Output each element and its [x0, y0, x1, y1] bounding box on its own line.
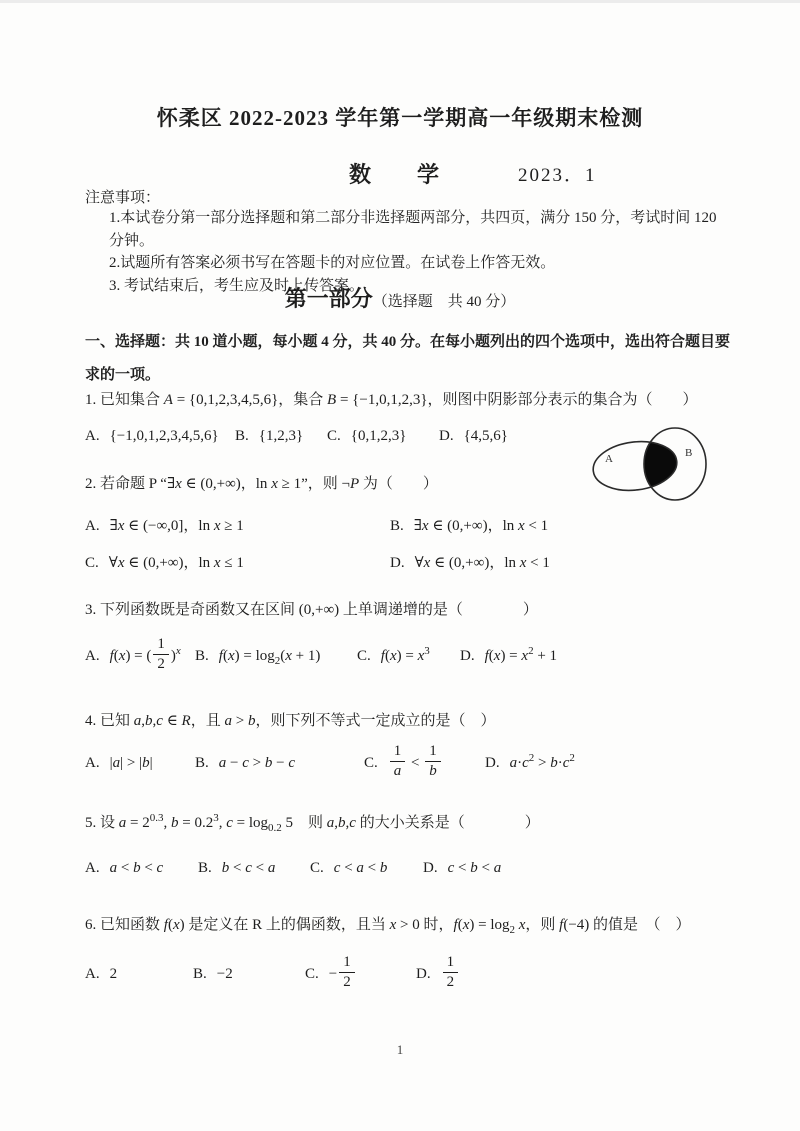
question-3-options — [85, 638, 733, 676]
option-label: A. — [85, 966, 100, 983]
question-2-option-d — [390, 551, 733, 572]
option-text: {−1,0,1,2,3,4,5,6} — [109, 428, 219, 444]
part1-heading — [0, 282, 800, 313]
option-label: A. — [85, 648, 100, 665]
option-text: ∃x ∈ (0,+∞)，ln x < 1 — [413, 518, 549, 534]
option-label: B. — [195, 755, 209, 772]
question-1-stem: 1. 已知集合 A = {0,1,2,3,4,5,6}，集合 B = {−1,0,1,2,3}，则图中阴影部分表示的集合为（ ） — [85, 392, 698, 408]
question-5-option-c — [310, 860, 423, 877]
option-label: A. — [85, 755, 100, 772]
question-3 — [85, 598, 733, 676]
question-4 — [85, 709, 733, 783]
notes-label: 注意事项： — [85, 190, 161, 206]
question-2-option-c — [85, 551, 390, 572]
question-5-option-b — [198, 860, 310, 877]
option-text: ∃x ∈ (−∞,0]，ln x ≥ 1 — [109, 518, 244, 534]
option-text: c < b < a — [447, 860, 502, 876]
option-label: B. — [235, 428, 249, 444]
option-label: D. — [460, 648, 475, 665]
option-text: $f(x) = x^2 + 1$ — [484, 645, 558, 665]
option-label: C. — [357, 648, 371, 665]
question-6-stem: 6. 已知函数 f(x) 是定义在 R 上的偶函数，且当 x > 0 时，$f(x) = \log_2 x$，则 f(−4) 的值是 （ ） — [85, 917, 691, 936]
note-item-2: 2.试题所有答案必须书写在答题卡的对应位置。在试卷上作答无效。 — [109, 255, 556, 271]
option-text: $a\cdot c^2 > b\cdot c^2$ — [509, 752, 575, 772]
question-3-option-b — [195, 648, 357, 667]
option-text: ∀x ∈ (0,+∞)，ln x ≤ 1 — [108, 555, 244, 571]
question-2-options — [85, 514, 733, 572]
option-text: f(x) = ( $\frac{1}{2}$ )$^x$ — [109, 636, 181, 673]
question-4-options — [85, 745, 733, 783]
option-text: |a| > |b| — [109, 755, 153, 772]
option-label: C. — [85, 555, 99, 571]
option-label: D. — [390, 555, 405, 571]
option-label: D. — [439, 428, 454, 444]
question-2-stem: 2. 若命题 P “∃x ∈ (0,+∞)，ln x ≥ 1”，则 ¬P 为（ ） — [85, 476, 438, 492]
question-3-stem: 3. 下列函数既是奇函数又在区间 (0,+∞) 上单调递增的是（ ） — [85, 602, 538, 618]
question-6-options — [85, 956, 733, 994]
option-text: {4,5,6} — [463, 428, 508, 444]
note-item-3: 3. 考试结束后，考生应及时上传答案。 — [109, 277, 365, 294]
question-1-option-c — [327, 428, 439, 445]
scan-edge — [0, 0, 800, 3]
option-text: $\frac{1}{2}$ — [441, 966, 461, 982]
question-6-option-b — [193, 966, 305, 983]
page-title: 怀柔区 2022-2023 学年第一学期高一年级期末检测 — [156, 106, 644, 130]
option-label: A. — [85, 518, 100, 534]
question-2-option-b — [390, 514, 733, 535]
part1-subtitle: （选择题 共 40 分） — [372, 294, 516, 310]
question-6-option-d — [416, 956, 733, 994]
option-label: A. — [85, 860, 100, 876]
option-label: C. — [305, 966, 319, 983]
option-label: D. — [416, 966, 431, 983]
question-4-option-b — [195, 755, 364, 772]
question-6-option-a — [85, 966, 193, 983]
question-4-stem: 4. 已知 a,b,c ∈ R，且 a > b，则下列不等式一定成立的是（ ） — [85, 713, 496, 729]
question-5-option-d — [423, 860, 733, 877]
option-text: c < a < b — [333, 860, 388, 876]
option-text: a − c > b − c — [218, 755, 296, 772]
option-text: −2 — [216, 966, 233, 983]
exam-date: 2023．1 — [518, 165, 597, 186]
question-6-option-c — [305, 956, 416, 994]
part1-title: 第一部分 — [284, 286, 373, 311]
option-text: $f(x) = x^3$ — [380, 645, 430, 665]
option-text: − $\frac{1}{2}$ — [329, 966, 357, 982]
option-label: B. — [193, 966, 207, 983]
notes-section — [85, 186, 735, 297]
option-label: B. — [390, 518, 404, 534]
question-5 — [85, 806, 733, 877]
option-text: {0,1,2,3} — [350, 428, 407, 444]
question-3-option-a — [85, 638, 195, 676]
option-text: b < c < a — [221, 860, 276, 876]
question-3-option-c — [357, 645, 460, 665]
subject-title: 数 学 — [348, 162, 451, 187]
option-text: 2 — [109, 966, 118, 983]
option-text: $\frac{1}{a}$ < $\frac{1}{b}$ — [388, 755, 443, 771]
option-label: C. — [327, 428, 341, 444]
option-text: ∀x ∈ (0,+∞)，ln x < 1 — [414, 555, 550, 571]
subject-line — [0, 158, 800, 188]
question-3-option-d — [460, 645, 733, 665]
question-4-option-a — [85, 755, 195, 772]
option-text: $f(x) = \log_2(x + 1)$ — [218, 648, 321, 668]
section1-intro: 一、选择题：共 10 道小题，每小题 4 分，共 40 分。在每小题列出的四个选项中，选出符合题目要求的一项。 — [85, 334, 731, 383]
page-number: 1 — [396, 1042, 404, 1057]
question-2-option-a — [85, 514, 390, 535]
question-4-option-c — [364, 745, 485, 783]
venn-label-b: B — [685, 447, 693, 459]
option-label: D. — [485, 755, 500, 772]
question-6 — [85, 913, 733, 994]
question-5-option-a — [85, 860, 198, 877]
option-label: A. — [85, 428, 100, 444]
option-label: D. — [423, 860, 438, 876]
question-1-option-a — [85, 428, 235, 445]
question-5-options — [85, 860, 733, 877]
question-2 — [85, 472, 733, 572]
question-5-stem: 5. 设 $a = 2^{0.3}$, $b = 0.2^3$, $c = \log_{0.2} 5$ 则 a,b,c 的大小关系是（ ） — [85, 812, 540, 834]
option-label: C. — [364, 755, 378, 772]
question-4-option-d — [485, 752, 733, 772]
option-text: a < b < c — [109, 860, 164, 876]
option-label: B. — [198, 860, 212, 876]
option-label: C. — [310, 860, 324, 876]
venn-label-a: A — [605, 453, 613, 465]
option-label: B. — [195, 648, 209, 665]
option-text: {1,2,3} — [258, 428, 304, 444]
question-1-option-b — [235, 428, 327, 445]
note-item-1: 1.本试卷分第一部分选择题和第二部分非选择题两部分，共四页，满分 150 分，考试时间 120 分钟。 — [109, 210, 717, 249]
